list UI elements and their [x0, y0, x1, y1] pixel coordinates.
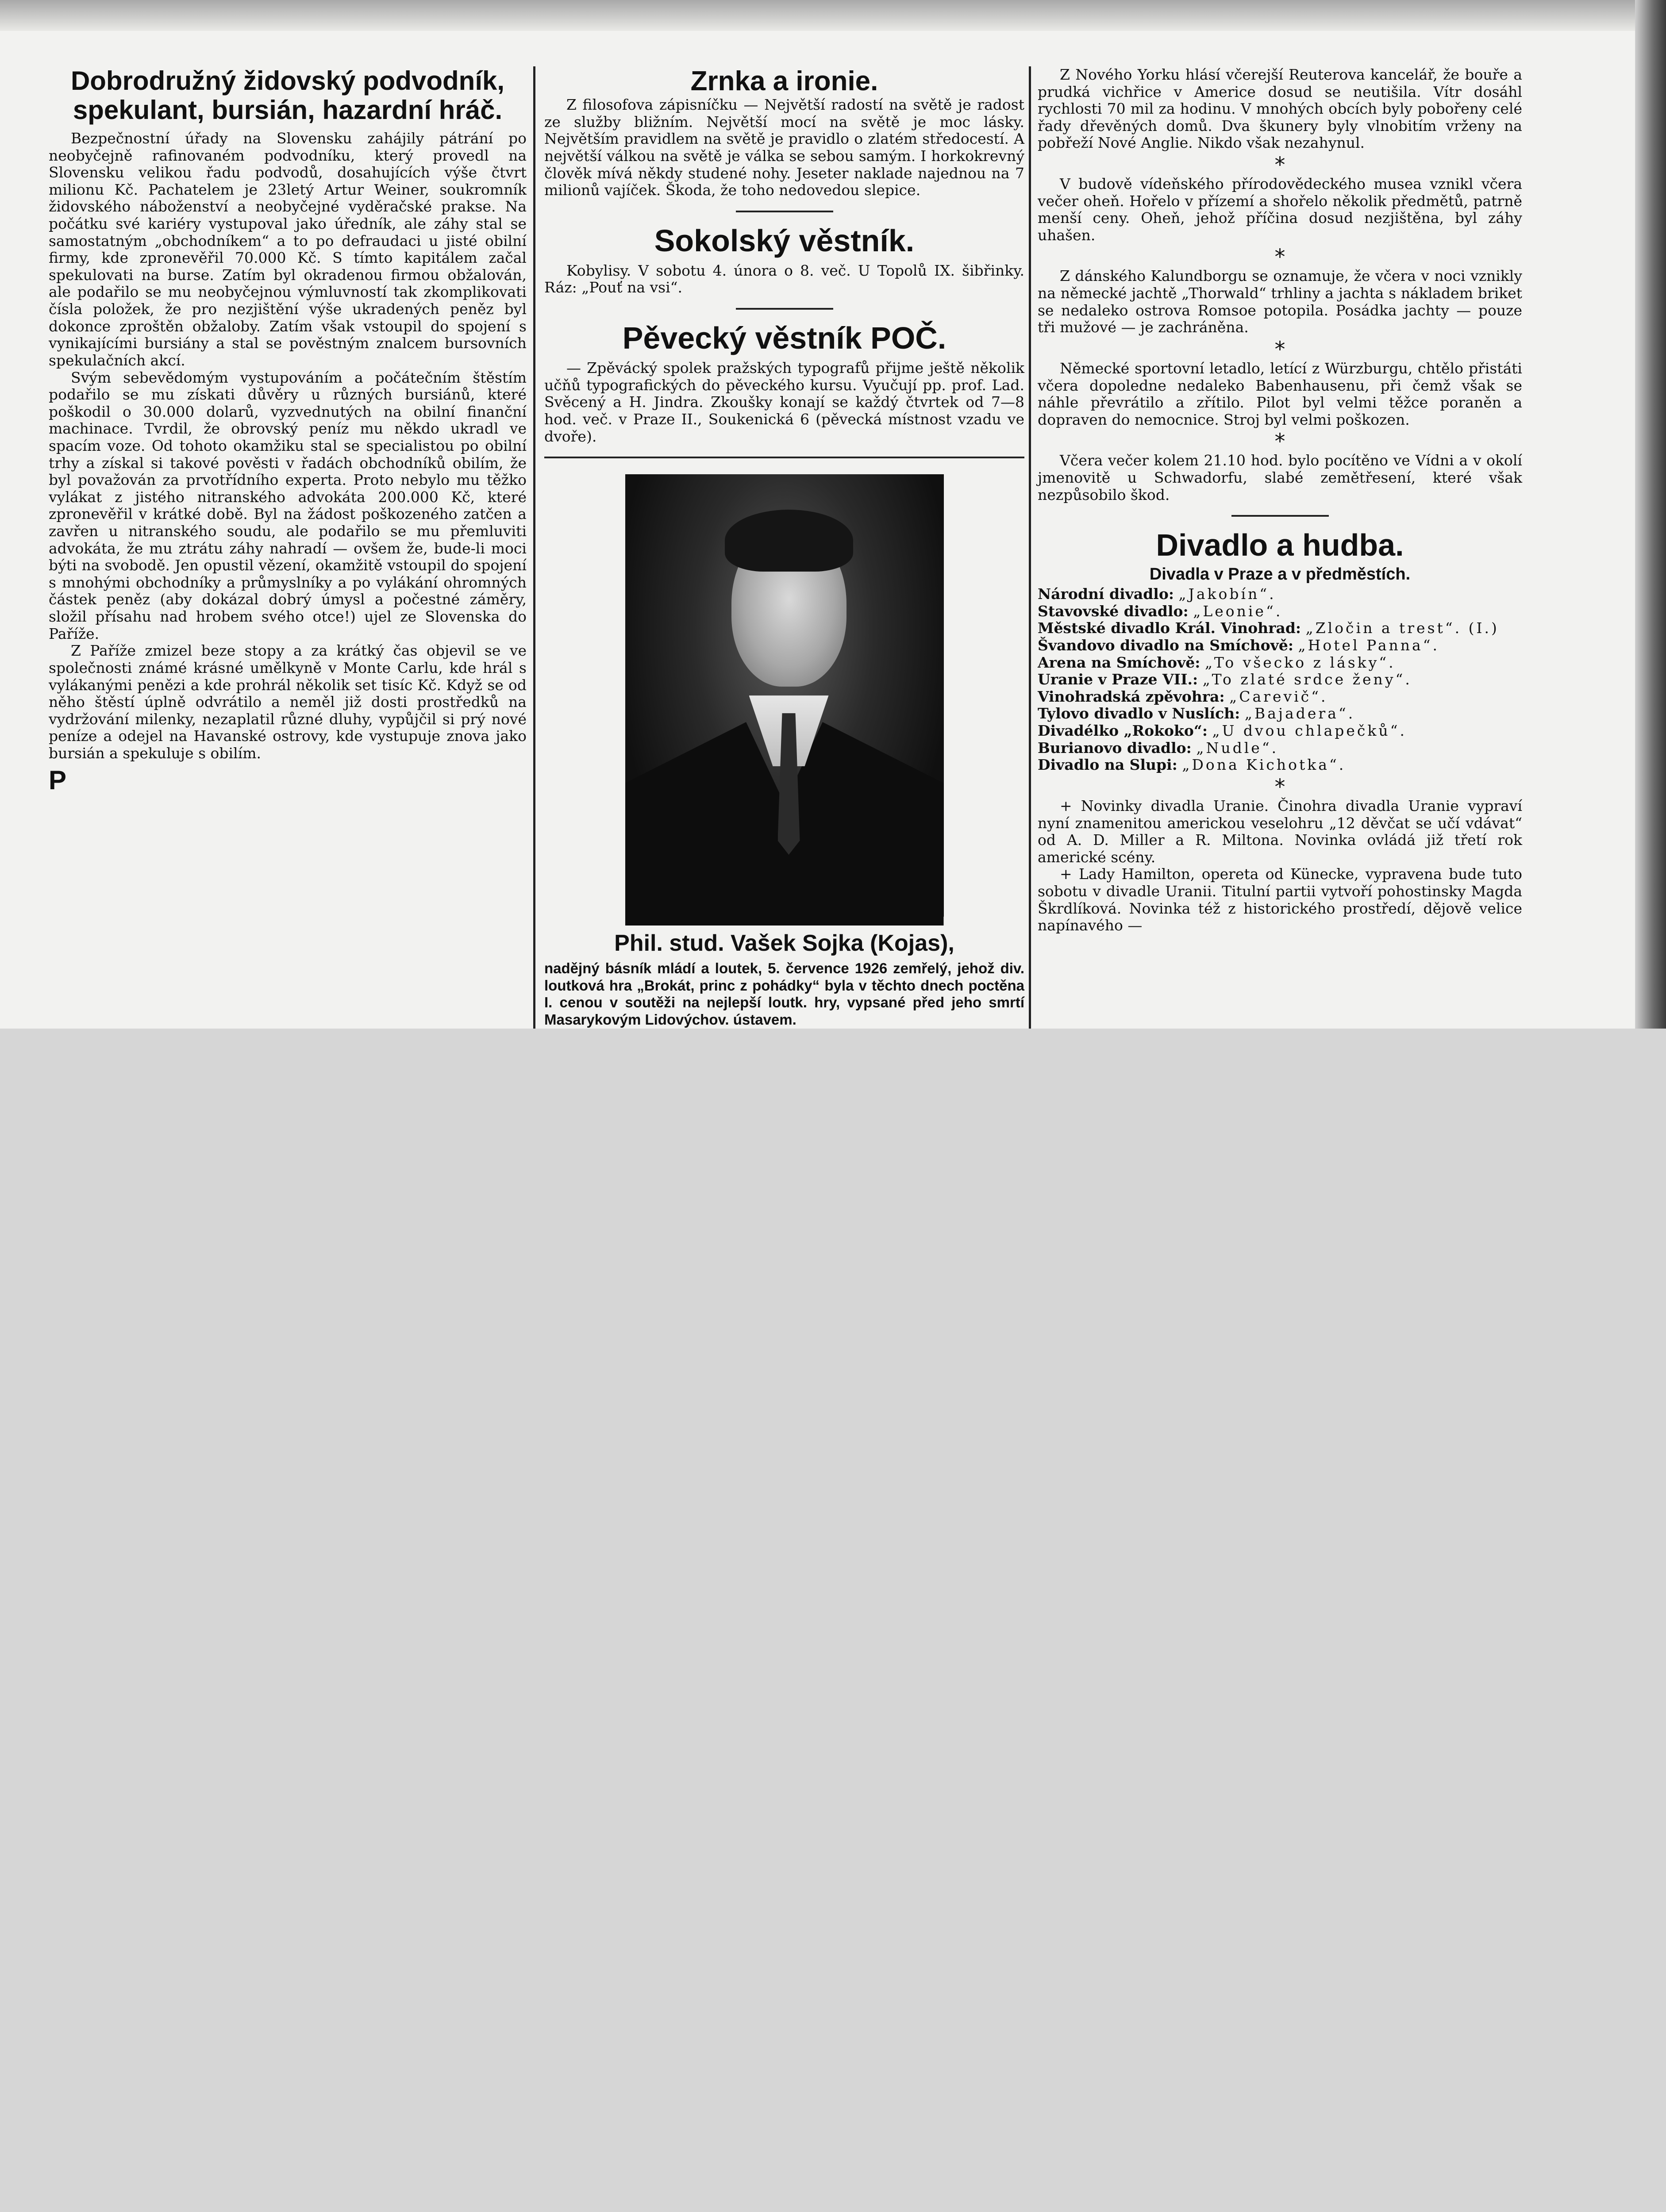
section-divider: [544, 457, 1024, 458]
theatre-play: „Leonie“.: [1193, 602, 1283, 620]
theatre-play: „To všecko z lásky“.: [1204, 653, 1396, 671]
irony-text: Z filosofova zápisníčku — Největší radostí na světě je radost ze služby bližním. Největší mocí na světě je moc lásky. Největším pravidlem na světě je pravidlo o zlatém středocestí. A největší válkou na světě je válka se sebou samým. I horkokrevný člověk mívá někdy studené nohy. Jeseter naklade najednou na 7 milionů vajíček. Škoda, že toho nedovedou slepice.: [544, 96, 1024, 199]
sokol-text: Kobylisy. V sobotu 4. února o 8. več. U Topolů IX. šibřinky. Ráz: „Pouť na vsi“.: [544, 261, 1024, 296]
theatre-venue: Divadélko „Rokoko“:: [1038, 722, 1208, 740]
column-left: [49, 66, 527, 1029]
theatre-venue: Švandovo divadlo na Smíchově:: [1038, 637, 1294, 654]
cut-off-heading: P: [49, 765, 67, 795]
separator-star: *: [1274, 153, 1285, 178]
theatre-venue: Městské divadlo Král. Vinohrad:: [1038, 619, 1301, 637]
theatre-play: „Carevič“.: [1229, 687, 1328, 705]
theatre-venue: Uranie v Praze VII.:: [1038, 671, 1198, 688]
news-item: V budově vídeňského přírodovědeckého musea vznikl včera večer oheň. Hořelo v přízemí a shořelo několik předmětů, patrně menší ceny. Oheň, jehož příčina dosud nezjištěna, byl záhy uhašen.: [1038, 175, 1522, 244]
theatre-venue: Stavovské divadlo:: [1038, 602, 1189, 620]
separator-star: *: [1274, 337, 1285, 362]
theatre-play: „U dvou chlapečků“.: [1212, 722, 1407, 740]
theatre-row: [1038, 757, 1522, 774]
news-item: Německé sportovní letadlo, letící z Würzburgu, chtělo přistáti včera dopoledne nedaleko Babenhausenu, při čemž však se náhle převrátilo a zřítilo. Pilot byl velmi těžce poraněn a dopraven do nemocnice. Stroj byl velmi poškozen.: [1038, 359, 1522, 428]
news-item: Včera večer kolem 21.10 hod. bylo pocítěno ve Vídni a v okolí jmenovitě u Schwadorfu, slabé zemětřesení, které však nezpůsobilo škod.: [1038, 452, 1522, 503]
separator-star: *: [1274, 774, 1285, 799]
theatre-venue: Vinohradská zpěvohra:: [1038, 687, 1225, 705]
news-item: Z dánského Kalundborgu se oznamuje, že včera v noci vznikly na německé jachtě „Thorwald“ trhliny a jachta s nákladem briket se nedaleko ostrova Romsoe potopila. Posádka jachty — pouze tři mužové — je zachráněna.: [1038, 267, 1522, 336]
article-paragraph: Z Paříže zmizel beze stopy a za krátký čas objevil se ve společnosti známé krásné umělkyně v Monte Carlu, kde hrál s vylákanými penězi a kde prohrál několik set tisíc Kč. Když se od něho štěstí úplně odvrátilo a neměl již dosti prostředků na vydržování milenky, nezaplatil různé dluhy, vypůjčil si prý nové peníze a odejel na Havanské ostrovy, kde vystupuje znova jako bursián a spekuluje s obilím.: [49, 642, 527, 762]
photo-caption-text: nadějný básník mládí a loutek, 5. července 1926 zemřelý, jehož div. loutková hra „Brokát, princ z pohádky“ byla v těchto dnech poctěna I. cenou v soutěži na nejlepší loutk. hry, vypsané před jeho smrtí Masarykovým Lidovýchov. ústavem.: [544, 960, 1024, 1028]
column-rule-2: [1029, 66, 1031, 1029]
photo-caption-title: Phil. stud. Vašek Sojka (Kojas),: [614, 930, 954, 956]
separator-star: *: [1274, 429, 1285, 454]
theatre-row: [1038, 603, 1522, 620]
theatre-row: [1038, 740, 1522, 757]
theatre-row: [1038, 722, 1522, 740]
separator-star: *: [1274, 245, 1285, 270]
section-divider: [1231, 515, 1329, 517]
theatre-row: [1038, 688, 1522, 706]
section-divider: [736, 211, 833, 212]
theatre-row: [1038, 637, 1522, 654]
theatre-venue: Divadlo na Slupi:: [1038, 756, 1177, 774]
article-paragraph: Bezpečnostní úřady na Slovensku zahájily pátrání po neobyčejně rafinovaném podvodníku, který provedl na Slovensku velikou řadu podvodů, dosahujících výše čtvrt milionu Kč. Pachatelem je 23letý Artur Weiner, soukromník židovského náboženství a neobyčejné vyděračské prakse. Na počátku své kariéry vystupoval jako úředník, ale záhy stal se samostatným „obchodníkem“ a to po defraudaci u jisté obilní firmy, kde zpronevěřil 70.000 Kč. S tímto kapitálem začal spekulovati na burse. Zatím byl okradenou firmou obžalován, ale podařilo se mu neobyčejnou výmluvností tak zkomplikovati čísla položek, že pro nezjištění výše ukradených peněz byl dokonce zproštěn obžaloby. Zatím však vstoupil do spojení s vynikajícími bursiány a stal se pověstným znalcem bursovních spekulačních akcí.: [49, 130, 527, 369]
irony-heading: Zrnka a ironie.: [690, 66, 878, 96]
news-item: Z Nového Yorku hlásí včerejší Reuterova kancelář, že bouře a prudká vichřice v Americe dosud se neutišila. Vítr dosáhl rychlosti 70 mil za hodinu. V mnohých obcích byly pobořeny celé řady dřevěných domů. Dva škunery byly vlnobitím vrženy na pobřeží Nové Anglie. Nikdo však nezahynul.: [1038, 66, 1522, 152]
scan-right-edge: [1635, 0, 1666, 1029]
theatre-row: [1038, 586, 1522, 603]
theatre-venue: Arena na Smíchově:: [1038, 653, 1200, 671]
scan-top-shadow: [0, 0, 1635, 31]
article-headline-line2: spekulant, bursián, hazardní hráč.: [73, 95, 503, 125]
column-right: [1038, 66, 1522, 1029]
theatre-play: „To zlaté srdce ženy“.: [1202, 671, 1412, 688]
choir-text: — Zpěvácký spolek pražských typografů přijme ještě několik učňů typografických do pěveckého kursu. Vyučují pp. prof. Lad. Svěcený a H. Jindra. Zkoušky konají se každý čtvrtek od 7—8 hod. več. v Praze II., Soukenická 6 (pěvecká místnost vzadu ve dvoře).: [544, 359, 1024, 445]
newspaper-scan: [0, 0, 1666, 1029]
theatre-heading: Divadlo a hudba.: [1156, 528, 1404, 563]
theatre-note: + Novinky divadla Uranie. Činohra divadla Uranie vypraví nyní znamenitou americkou veselohru „12 děvčat se učí vdávat“ od A. D. Miller a R. Miltona. Novinka ovládá již třetí rok americké scény.: [1038, 797, 1522, 866]
choir-heading: Pěvecký věstník POČ.: [622, 321, 947, 356]
theatre-play: „Hotel Panna“.: [1298, 637, 1440, 654]
theatre-row: [1038, 620, 1522, 637]
theatre-play: „Bajadera“.: [1244, 705, 1355, 722]
column-middle: [544, 66, 1024, 1029]
theatre-subheading: Divadla v Praze a v předměstích.: [1149, 565, 1411, 584]
theatre-row: [1038, 654, 1522, 672]
theatre-note: + Lady Hamilton, opereta od Künecke, vypravena bude tuto sobotu v divadle Uranii. Titulní partii vytvoří pohostinsky Magda Škrdlíková. Novinka též z historického prostředí, dějově velice napínavého —: [1038, 865, 1522, 934]
column-rule-1: [533, 66, 535, 1029]
theatre-row: [1038, 671, 1522, 688]
theatre-listing: [1038, 586, 1522, 774]
portrait-photo: [625, 474, 944, 917]
theatre-play: „Dona Kichotka“.: [1182, 756, 1346, 774]
theatre-venue: Národní divadlo:: [1038, 585, 1174, 603]
portrait-hair: [725, 510, 853, 572]
theatre-row: [1038, 705, 1522, 722]
theatre-play: „Zločin a trest“. (I.): [1305, 619, 1499, 637]
section-divider: [736, 308, 833, 310]
theatre-play: „Jakobín“.: [1178, 585, 1276, 603]
theatre-venue: Burianovo divadlo:: [1038, 739, 1192, 757]
sokol-heading: Sokolský věstník.: [654, 223, 915, 258]
article-paragraph: Svým sebevědomým vystupováním a počátečním štěstím podařilo se mu získati důvěry u různých bursiánů, které poškodil o 30.000 dolarů, vyzvednutých na obilní finanční machinace. Tvrdil, že obrovský peníz mu někdo ukradl ve spacím voze. Od tohoto okamžiku stal se specialistou po obilní trhy a získal si takové pověsti v řadách obchodníků obilím, že byl považován za prvotřídního experta. Proto nebylo mu těžko vylákat z jistého nitranského advokáta 200.000 Kč, které zpronevěřil v krátké době. Byl na žádost poškozeného zatčen a zavřen u nitranského soudu, ale podařilo se mu přemluviti advokáta, že mu ztrátu záhy nahradí — ovšem že, bude-li moci býti na svobodě. Jen opustil vězení, okamžitě vstoupil do spojení s mnohými obchodníky a průmyslníky a po vylákání ohromných částek peněz (aby dokázal dobrý úmysl a počestné záměry, složil přísahu nad hrobem svého otce!) ujel ze Slovenska do Paříže.: [49, 369, 527, 642]
theatre-play: „Nudle“.: [1196, 739, 1279, 757]
article-headline-line1: Dobrodružný židovský podvodník,: [70, 66, 505, 96]
theatre-venue: Tylovo divadlo v Nuslích:: [1038, 705, 1240, 722]
